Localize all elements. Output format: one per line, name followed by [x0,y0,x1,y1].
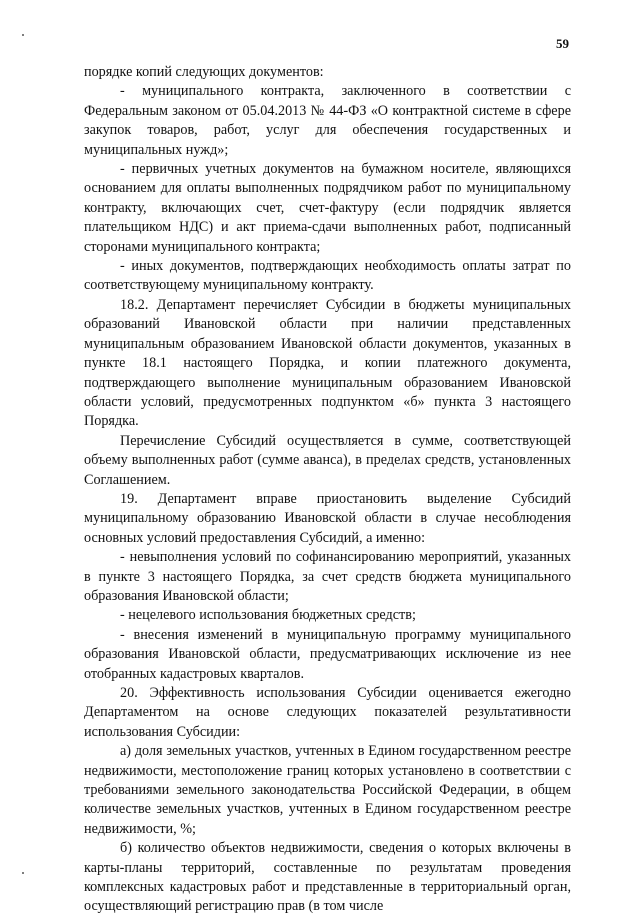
paragraph: 19. Департамент вправе приостановить выделение Субсидий муниципальному образованию Ивановской области в случае несоблюдения основных условий предоставления Субсидий, а именно: [84,490,571,546]
paragraph: - невыполнения условий по софинансированию мероприятий, указанных в пункте 3 настоящего Порядка, за счет средств бюджета муниципального образования Ивановской области; [84,549,571,604]
paragraph: - внесения изменений в муниципальную программу муниципального образования Ивановской области, предусматривающих исключение из нее отобранных кадастровых кварталов. [84,626,571,682]
paragraph: - иных документов, подтверждающих необходимость оплаты затрат по соответствующему муниципальному контракту. [84,258,571,294]
paragraph: б) количество объектов недвижимости, сведения о которых включены в карты-планы территорий, составленные по результатам проведения комплексных кадастровых работ и представленные в территориальный орган, осуществляющий регистрацию прав (в том числе [84,840,571,915]
paragraph: Перечисление Субсидий осуществляется в сумме, соответствующей объему выполненных работ (сумме аванса), в пределах средств, установленных Соглашением. [84,432,571,488]
paragraph: - нецелевого использования бюджетных средств; [120,607,416,624]
scan-speck-bottom [22,872,24,874]
scan-speck-top [22,34,24,36]
page-number: 59 [556,36,569,51]
paragraph: 18.2. Департамент перечисляет Субсидии в бюджеты муниципальных образований Ивановской области при наличии представленных муниципальным образованием Ивановской области документов, указанных в пункте 18.1 настоящего Порядка, и копии платежного документа, подтверждающего выполнение муниципальным образованием Ивановской области условий, предусмотренных подпунктом «б» пункта 3 настоящего Порядка. [84,296,571,430]
paragraph: порядке копий следующих документов: [84,64,324,80]
paragraph: - муниципального контракта, заключенного в соответствии с Федеральным законом от 05.04.2013 № 44-ФЗ «О контрактной системе в сфере закупок товаров, работ, услуг для обеспечения государственных и муниципальных нужд»; [84,83,571,158]
paragraph: 20. Эффективность использования Субсидии оценивается ежегодно Департаментом на основе следующих показателей результативности использования Субсидии: [84,685,571,740]
paragraph: - первичных учетных документов на бумажном носителе, являющихся основанием для оплаты выполненных подрядчиком работ по муниципальному контракту, включающих счет, счет-фактуру (если подрядчик является плательщиком НДС) и акт приема-сдачи выполненных работ, подписанный сторонами муниципального контракта; [84,161,571,255]
document-body [84,63,571,917]
paragraph: а) доля земельных участков, учтенных в Едином государственном реестре недвижимости, местоположение границ которых установлено в соответствии с требованиями земельного законодательства Российской Федерации, в общем количестве земельных участков, учтенных в Едином государственном реестре недвижимости, %; [84,743,571,837]
